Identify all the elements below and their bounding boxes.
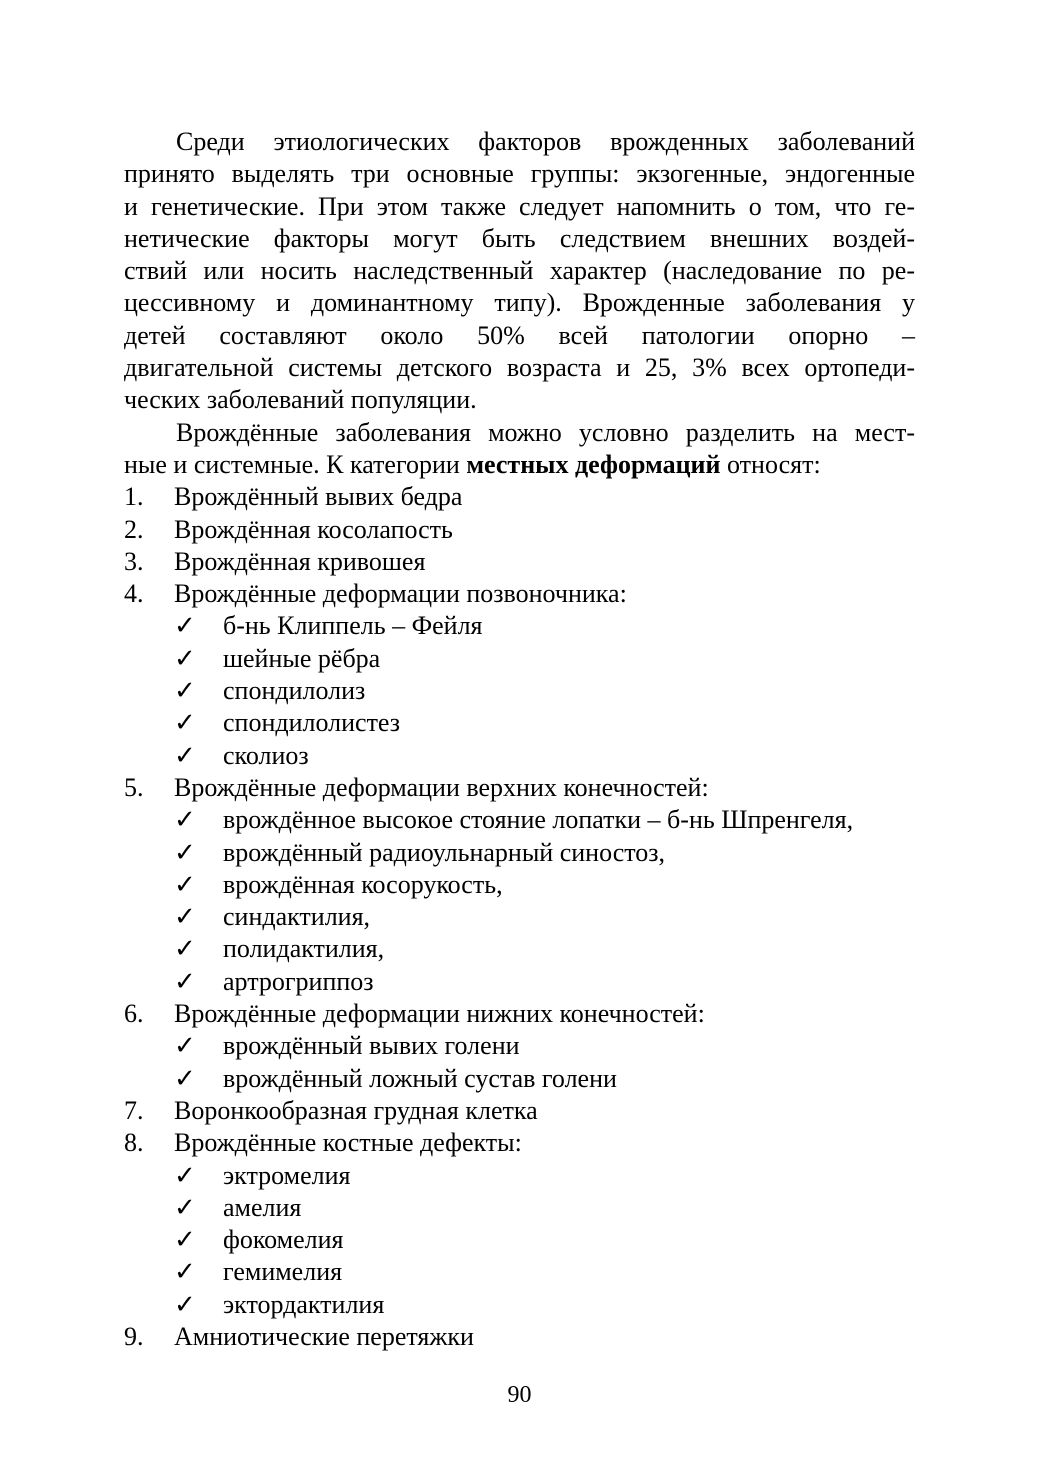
list-item (124, 1321, 915, 1353)
list-item-text: Врождённая косолапость (174, 514, 453, 544)
paragraph-line: ствий или носить наследственный характер (наследование по ре- (124, 256, 915, 286)
list-item (124, 1127, 915, 1159)
checkmark-icon: ✓ (174, 837, 196, 867)
sub-list-item (124, 610, 915, 642)
checkmark-icon: ✓ (174, 1160, 196, 1190)
sub-list-item (124, 1289, 915, 1321)
sub-list-item-text: спондилолистез (223, 708, 401, 738)
sub-list-item-text: синдактилия, (223, 902, 371, 932)
sub-list-item-text: эктордактилия (223, 1289, 385, 1319)
checkmark-icon: ✓ (174, 1031, 196, 1061)
list-item-text: Врождённый вывих бедра (174, 482, 463, 512)
checkmark-icon: ✓ (174, 966, 196, 996)
sub-list-item-text: спондилолиз (223, 676, 366, 706)
checkmark-icon: ✓ (174, 1289, 196, 1319)
sub-list-item-text: б-нь Клиппель – Фейля (223, 611, 483, 641)
paragraph-line: принято выделять три основные группы: экзогенные, эндогенные (124, 159, 915, 189)
paragraph-classification (124, 417, 915, 482)
paragraph-line: Среди этиологических факторов врожденных заболеваний (176, 127, 915, 156)
list-item-text: Врождённые деформации верхних конечностей: (174, 772, 709, 802)
checkmark-icon: ✓ (174, 1225, 196, 1255)
list-item-text: Врождённые деформации нижних конечностей: (174, 999, 705, 1029)
sub-list-item-text: шейные рёбра (223, 643, 381, 673)
paragraph-text: относят: (720, 449, 821, 479)
sub-list-item-text: фокомелия (223, 1225, 344, 1255)
sub-list-item-text: врождённый ложный сустав голени (223, 1063, 617, 1093)
sub-list-item (124, 933, 915, 965)
list-number: 2. (124, 514, 144, 544)
bold-term: местных деформаций (466, 449, 721, 479)
list-item-text: Врождённые костные дефекты: (174, 1128, 522, 1158)
paragraph-line: Врождённые заболевания можно условно разделить на мест- (176, 417, 915, 447)
sub-list-item (124, 675, 915, 707)
checkmark-icon: ✓ (174, 611, 196, 641)
checkmark-icon: ✓ (174, 708, 196, 738)
checkmark-icon: ✓ (174, 740, 196, 770)
list-number: 1. (124, 482, 144, 512)
sub-list-item-text: сколиоз (223, 740, 309, 770)
sub-list-item (124, 1256, 915, 1288)
paragraph-line: детей составляют около 50% всей патологии опорно – (124, 320, 915, 350)
checkmark-icon: ✓ (174, 643, 196, 673)
sub-list-item (124, 1063, 915, 1095)
checkmark-icon: ✓ (174, 1192, 196, 1222)
paragraph-line: нетические факторы могут быть следствием внешних воздей- (124, 223, 915, 253)
sub-list-item (124, 643, 915, 675)
page-number: 90 (507, 1382, 532, 1408)
sub-list-item-text: гемимелия (223, 1257, 343, 1287)
sub-list-item (124, 1192, 915, 1224)
paragraph-line: цессивному и доминантному типу). Врожденные заболевания у (124, 288, 915, 318)
page-content (124, 126, 915, 1353)
sub-list-item-text: эктромелия (223, 1160, 351, 1190)
list-item (124, 1095, 915, 1127)
sub-list-item-text: врождённое высокое стояние лопатки – б-нь Шпренгеля, (223, 805, 854, 835)
paragraph-text: ные и системные. К категории (124, 449, 467, 479)
sub-list-item (124, 966, 915, 998)
list-item-text: Воронкообразная грудная клетка (174, 1095, 538, 1125)
list-item (124, 546, 915, 578)
paragraph-line: ческих заболеваний популяции. (124, 385, 477, 415)
sub-list-item (124, 804, 915, 836)
sub-list-item (124, 1160, 915, 1192)
sub-list-item (124, 740, 915, 772)
checkmark-icon: ✓ (174, 1257, 196, 1287)
list-item (124, 578, 915, 610)
checkmark-icon: ✓ (174, 902, 196, 932)
list-number: 5. (124, 772, 144, 802)
deformity-list (124, 481, 915, 1353)
sub-list-item (124, 1030, 915, 1062)
list-item (124, 772, 915, 804)
sub-list-item (124, 901, 915, 933)
list-number: 3. (124, 546, 144, 576)
checkmark-icon: ✓ (174, 676, 196, 706)
sub-list-item (124, 869, 915, 901)
list-item-text: Врождённая кривошея (174, 546, 426, 576)
list-number: 7. (124, 1095, 144, 1125)
checkmark-icon: ✓ (174, 934, 196, 964)
paragraph-line: двигательной системы детского возраста и 25, 3% всех ортопеди- (124, 353, 915, 383)
sub-list-item-text: врождённый вывих голени (223, 1031, 520, 1061)
list-item-text: Врождённые деформации позвоночника: (174, 579, 627, 609)
checkmark-icon: ✓ (174, 1063, 196, 1093)
sub-list-item (124, 837, 915, 869)
list-number: 4. (124, 579, 144, 609)
sub-list-item-text: врождённый радиоульнарный синостоз, (223, 837, 666, 867)
list-item (124, 481, 915, 513)
sub-list-item (124, 707, 915, 739)
list-number: 6. (124, 999, 144, 1029)
sub-list-item-text: полидактилия, (223, 934, 385, 964)
paragraph-line (124, 449, 915, 481)
checkmark-icon: ✓ (174, 805, 196, 835)
list-item (124, 998, 915, 1030)
list-item (124, 514, 915, 546)
list-item-text: Амниотические перетяжки (174, 1321, 474, 1351)
list-number: 8. (124, 1128, 144, 1158)
checkmark-icon: ✓ (174, 869, 196, 899)
sub-list-item-text: амелия (223, 1192, 302, 1222)
paragraph-etiology (124, 126, 915, 417)
paragraph-line: и генетические. При этом также следует напомнить о том, что ге- (124, 191, 915, 221)
list-number: 9. (124, 1321, 144, 1351)
sub-list-item-text: артрогриппоз (223, 966, 374, 996)
sub-list-item-text: врождённая косорукость, (223, 869, 503, 899)
sub-list-item (124, 1224, 915, 1256)
